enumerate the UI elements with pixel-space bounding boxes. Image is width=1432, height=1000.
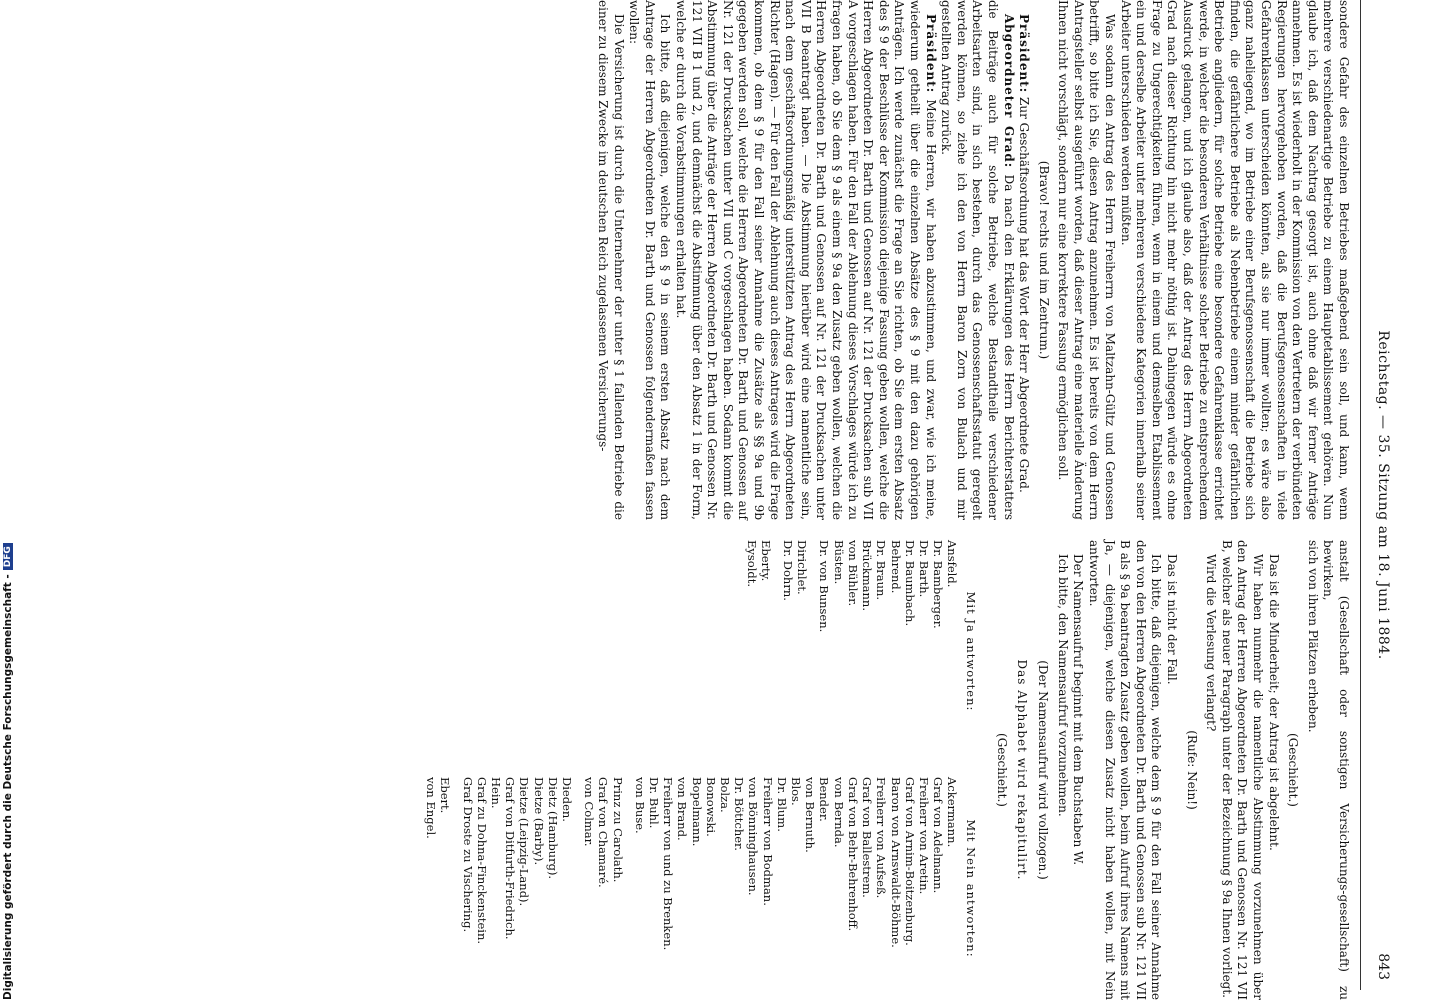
paragraph: Ich bitte, daß diejenigen, welche den § 9 in seinem ersten Absatz nach dem Antrage der Herren Abgeordneten Dr. Barth und Genossen folgendermaßen fassen wollen: (627, 0, 673, 520)
paragraph: Wird die Verlesung verlangt? (1204, 554, 1219, 732)
ja-heading: Mit Ja antworten: (963, 591, 978, 712)
member-name: Dietze (Leipzig-Land). (517, 777, 532, 907)
paragraph: Was sodann den Antrag des Herrn Freiherrn von Maltzahn-Gültz und Genossen betrifft, so bitte ich Sie, diesen Antrag anzunehmen. Es ist bereits von dem Herrn Antragsteller selbst ausgeführt worden, daß dieser Antrag eine materielle Änderung Ihnen nicht vorschlägt, sondern nur eine korrektere Fassung ermöglichen soll. (1056, 0, 1118, 520)
member-name: Dr. Böttcher. (732, 777, 747, 851)
member-name: Eysoldt. (744, 540, 759, 588)
reaction: (Geschieht.) (1286, 733, 1301, 807)
member-name: Graf von Ballestrem. (860, 777, 875, 898)
paragraph: Das Alphabet wird rekapitulirt. (1014, 659, 1029, 881)
page-header (1365, 0, 1391, 990)
member-name: Bender. (817, 777, 832, 822)
member-name: Brückmann. (860, 540, 875, 611)
footer-bar (0, 0, 22, 1000)
group-spacer (809, 540, 817, 763)
paragraph: anstalt (Gesellschaft oder sonstigen Versicherungs-gesellschaft) zu bewirken, (1321, 540, 1351, 1000)
member-name: Dr. von Bunsen. (817, 540, 832, 633)
reaction: (Bravo! rechts und im Zentrum.) (1036, 160, 1051, 360)
paragraph: Ich bitte, den Namensaufruf vorzunehmen. (1055, 554, 1070, 817)
reaction: (Der Namensaufruf wird vollzogen.) (1036, 660, 1051, 880)
group-spacer (773, 540, 781, 763)
paragraph: Ich bitte, daß diejenigen, welche dem § 9 für den Fall seiner Annahme den von den Herren Abgeordneten Dr. Barth und Genossen sub Nr. 121 VII B als § 9a beantragten Zusatz geben wollen, beim Aufruf ihres Namens mit Ja, — diejenigen, welche diesen Zusatz nicht haben wollen, mit Nein antworten. (1087, 540, 1164, 1000)
member-name: Hein. (489, 777, 504, 809)
member-name: Dr. Braun. (874, 540, 889, 601)
member-name: Graf von Chamaré. (596, 777, 611, 888)
member-name: Dr. Barth. (916, 540, 931, 598)
ja-list (744, 540, 959, 763)
member-name: Dr. Dohrn. (781, 540, 796, 601)
group-spacer (574, 777, 582, 1000)
member-name: Graf von Adelmann. (931, 777, 946, 894)
member-name: Behrend. (888, 540, 903, 594)
member-name: Freiherr von Aufseß. (874, 777, 889, 899)
member-name: Dr. Buhl. (647, 777, 662, 829)
header-rule (1360, 0, 1361, 990)
paragraph: Da nach den Erklärungen des Herrn Berichterstatters die Beiträge auch für solche Betriebe, welche Bestandtheile verschiedener Arbeitsarten sind, in sich bestehen, durch das Genossenschaftsstatut geregelt werden können, so ziehe ich den von Herrn Baron Zorn von Bulach und mir gestellten Antrag zurück. (939, 0, 1016, 520)
member-name: von Buse. (632, 777, 647, 834)
member-name: Baron von Arnswaldt-Böhme. (888, 777, 903, 948)
nein-list (424, 777, 959, 1000)
member-name: Eberty. (758, 540, 773, 582)
speaker-label: Abgeordneter Grad: (1001, 14, 1016, 169)
member-name: Dr. Baumbach. (902, 540, 917, 627)
member-name: Bopelmann. (689, 777, 704, 847)
member-name: Ansfeld. (945, 540, 960, 588)
paragraph: Der Namensaufruf beginnt mit dem Buchstaben W. (1071, 554, 1086, 866)
speaker-label: Präsident: (923, 14, 938, 94)
nein-column (424, 777, 984, 1000)
member-name: Ebert. (438, 777, 453, 814)
member-name: Dr. Blum. (774, 777, 789, 832)
member-name: von Bönninghausen. (746, 777, 761, 896)
member-name: Prinz zu Carolath. (610, 777, 625, 883)
member-name: Büsten. (831, 540, 846, 585)
speaker-label: Präsident: (1017, 14, 1032, 94)
ja-column (424, 540, 984, 763)
funding-note (2, 546, 14, 1000)
member-name: Graf von Arnim-Boitzenburg. (902, 777, 917, 946)
paragraph: sondere Gefahr des einzelnen Betriebes maßgebend sein soll, und kann, wenn mehrere verschiedenartige Betriebe zu einem Hauptetablissement gehören. Nun glaube ich, daß dem Nachtrag gesorgt ist, auch ohne daß wir ferner Anträge annehmen. Es ist wiederholt in der Kommission von den Vertretern der verbündeten Regierungen hervorgehoben worden, daß die Berufsgenossenschaften in viele Gefahrenklassen unterscheiden könnten, als sie nur immer wollten; es wäre also ganz naheliegend, wo im Betriebe einer Berufsgenossenschaft die Betriebe sich finden, die gefährlichere Betriebe als Nebenbetriebe einem minder gefährlichen Betriebe angliedern, für solche Betriebe eine besondere Gefahrenklasse errichtet werde, in welcher die besonderen Verhältnisse solcher Betriebe zu entsprechendem Ausdruck gelangen, und ich glaube also, daß der Antrag des Herrn Abgeordneten Grad nach dieser Richtung hin nicht mehr nöthig ist. Dahingegen würde es ohne Frage zu Ungerechtigkeiten führen, wenn in einem und demselben Etablissement ein und derselbe Arbeiter unter mehreren verschiedene Kategorien innerhalb seiner Arbeiter unterschieden werden müßten. (1118, 0, 1351, 520)
paragraph: Zur Geschäftsordnung hat das Wort der Herr Abgeordnete Grad. (1017, 97, 1032, 493)
reaction: (Geschieht.) (995, 733, 1010, 807)
member-name: Graf zu Dohna-Finckenstein. (474, 777, 489, 945)
member-name: Ackermann. (945, 777, 960, 848)
paragraph: Das ist die Minderheit; der Antrag ist abgelehnt. (1266, 554, 1281, 851)
dfg-logo: DFG (3, 543, 13, 570)
group-spacer (452, 777, 460, 1000)
scanned-page (1, 0, 1411, 1000)
member-name: Freiherr von und zu Brenken. (661, 777, 676, 951)
member-name: Graf von Behr-Behrenhoff. (845, 777, 860, 932)
member-name: Bolza. (718, 777, 733, 813)
member-name: von Bernda. (831, 777, 846, 848)
right-column (424, 540, 1351, 1000)
member-name: Graf von Ditfurth-Friedrich. (503, 777, 518, 940)
page-title: Reichstag. — 35. Sitzung am 18. Juni 1884. (1375, 330, 1391, 660)
member-name: Graf Droste zu Vischering. (460, 777, 475, 933)
funding-text: Digitalisierung gefördert durch die Deutsche Forschungsgemeinschaft - (2, 574, 14, 1000)
vote-table (424, 540, 984, 1000)
member-name: Blos. (789, 777, 804, 806)
paragraph: sich von ihren Plätzen erheben. (1305, 540, 1320, 733)
member-name: von Bühler. (845, 540, 860, 607)
member-name: Dietz (Hamburg). (545, 777, 560, 880)
member-name: Bonowski. (703, 777, 718, 837)
group-spacer (625, 777, 633, 1000)
member-name: von Colmar. (582, 777, 597, 847)
member-name: Dietze (Barby). (531, 777, 546, 866)
member-name: von Brand. (675, 777, 690, 841)
member-name: von Engel. (424, 777, 439, 839)
paragraph: Meine Herren, wir haben abzustimmen, und zwar, wie ich meine, wiederum getheilt über die einzelnen Absätze des § 9 mit den dazu gehörigen Anträgen. Ich werde zunächst die Frage an Sie richten, ob Sie dem ersten Absatz des § 9 der Beschlüsse der Kommission diejenige Fassung geben wollen, welche die Herren Abgeordneten Dr. Barth und Genossen auf Nr. 121 der Drucksachen sub VII A vorgeschlagen haben. Für den Fall der Ablehnung dieses Vorschlages würde ich zu fragen haben, ob Sie dem § 9 als einem § 9a den Zusatz geben wollen, welchen die Herren Abgeordneten Dr. Barth und Genossen auf Nr. 121 der Drucksachen unter VII B beantragt haben. — Die Abstimmung hierüber wird eine namentliche sein, nach dem geschäftsordnungsmäßig unterstützten Antrag des Herrn Abgeordneten Richter (Hagen). — Für den Fall der Ablehnung auch dieses Antrages wird die Frage kommen, ob dem § 9 für den Fall seiner Annahme die Zusätze als §§ 9a und 9b gegeben werden soll, welche die Herren Abgeordneten Dr. Barth und Genossen auf Nr. 121 der Drucksachen unter VII und C vorgeschlagen haben. Sodann kommt die Abstimmung über die Anträge der Herren Abgeordneten Dr. Barth und Genossen Nr. 121 VII B 1 und 2, und demnächst die Abstimmung über den Absatz 1 in der Form, welche er durch die Vorabstimmungen erhalten hat. (674, 0, 938, 520)
member-name: von Bernuth. (803, 777, 818, 853)
paragraph: Das ist nicht der Fall. (1165, 554, 1180, 685)
nein-heading: Mit Nein antworten: (963, 819, 978, 958)
paragraph: Wir haben nunmehr die namentliche Abstimmung vorzunehmen über den Antrag der Herren Abgeordneten Dr. Barth und Genossen Nr. 121 VII B, welcher als neuer Paragraph unter der Bezeichnung § 9a Ihnen vorliegt. (1219, 540, 1266, 1000)
quotation: Die Versicherung ist durch die Unternehmer der unter § 1 fallenden Betriebe die einer zu diesem Zwecke im deutschen Reich zugelassenen Versicherungs- (596, 0, 626, 520)
left-column (595, 0, 1352, 520)
page-number: 843 (1375, 953, 1391, 980)
reaction: (Rufe: Nein!) (1184, 730, 1199, 810)
member-name: Freiherr von Bodman. (760, 777, 775, 906)
member-name: Freiherr von Aretin. (916, 777, 931, 895)
member-name: Dr. Bamberger. (931, 540, 946, 629)
member-name: Dieden. (560, 777, 575, 822)
member-name: Dirichlet. (795, 540, 810, 595)
